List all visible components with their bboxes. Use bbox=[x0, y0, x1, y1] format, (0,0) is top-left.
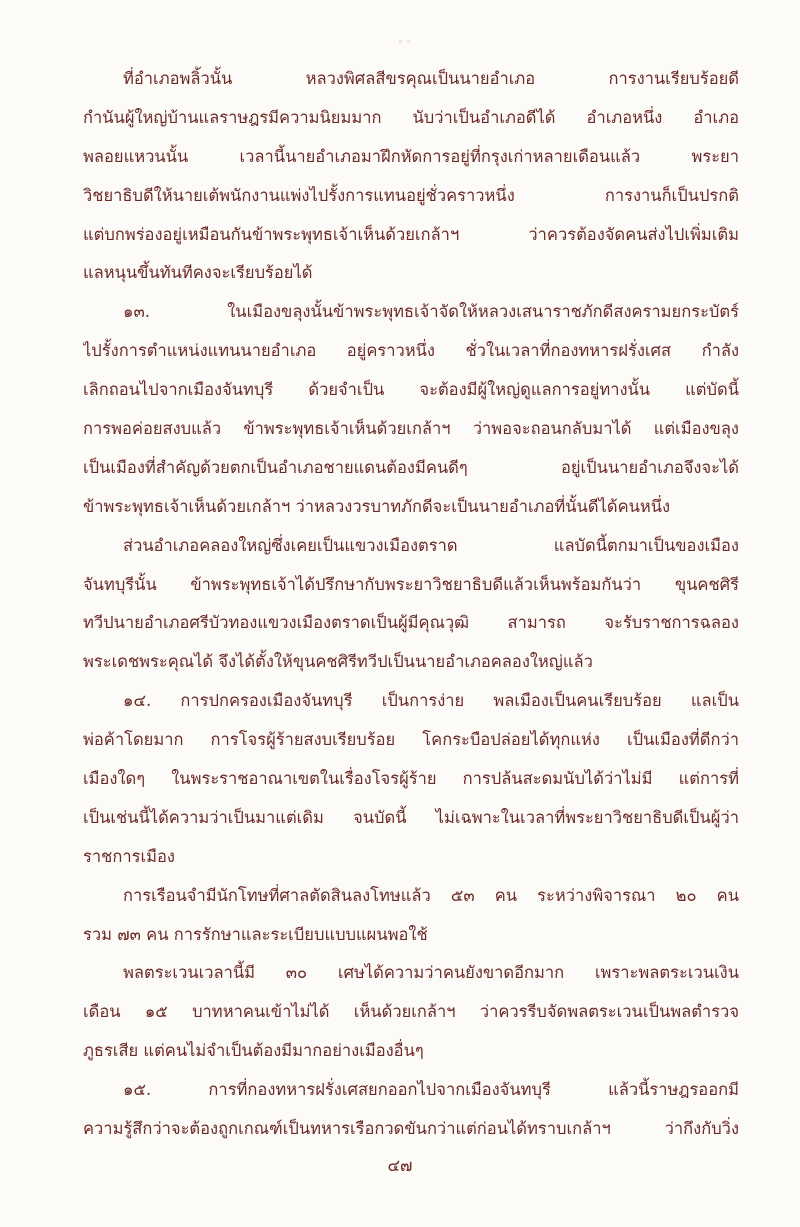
text-line: เป็นเช่นนี้ได้ความว่าเป็นมาแต่เดิม จนบัดนี้ ไม่เฉพาะในเวลาที่พระยาวิชยาธิบดีเป็นผู้ว่า bbox=[83, 807, 739, 827]
body-text bbox=[83, 60, 739, 1149]
text-line: ทวีปนายอำเภอศรีบัวทองแขวงเมืองตราดเป็นผู้มีคุณวุฒิ สามารถ จะรับราชการฉลอง bbox=[83, 613, 739, 633]
text-line: แต่บกพร่องอยู่เหมือนกันข้าพระพุทธเจ้าเห็นด้วยเกล้าฯ ว่าควรต้องจัดคนส่งไปเพิ่มเติม bbox=[83, 224, 739, 244]
text-line: วิชยาธิบดีให้นายเต้พนักงานแพ่งไปรั้งการแทนอยู่ชั่วคราวหนึ่ง การงานก็เป็นปรกติ bbox=[83, 185, 739, 205]
text-line: พระเดชพระคุณได้ จึงได้ตั้งให้ขุนคชศิรีทวีปเป็นนายอำเภอคลองใหญ่แล้ว bbox=[83, 652, 593, 672]
text-line: พลตระเวนเวลานี้มี ๓๐ เศษได้ความว่าคนยังขาดอีกมาก เพราะพลตระเวนเงิน bbox=[123, 963, 739, 983]
text-line: เลิกถอนไปจากเมืองจันทบุรี ด้วยจำเป็น จะต้องมีผู้ใหญ่ดูแลการอยู่ทางนั้น แต่บัดนี้ bbox=[83, 380, 739, 400]
text-line: รวม ๗๓ คน การรักษาและระเบียบแบบแผนพอใช้ bbox=[83, 924, 428, 944]
text-line: ๑๔. การปกครองเมืองจันทบุรี เป็นการง่าย พลเมืองเป็นคนเรียบร้อย แลเป็น bbox=[123, 691, 739, 711]
text-line: พลอยแหวนนั้น เวลานี้นายอำเภอมาฝึกหัดการอยู่ที่กรุงเก่าหลายเดือนแล้ว พระยา bbox=[83, 146, 739, 166]
text-line: ๑๓. ในเมืองขลุงนั้นข้าพระพุทธเจ้าจัดให้หลวงเสนาราชภักดีสงครามยกระบัตร์ bbox=[123, 302, 739, 322]
text-line: ความรู้สึกว่าจะต้องถูกเกณฑ์เป็นทหารเรือกวดขันกว่าแต่ก่อนได้ทราบเกล้าฯ ว่ากึงกับวิ่ง bbox=[83, 1119, 739, 1139]
text-line: ราชการเมือง bbox=[83, 846, 175, 866]
text-line: ข้าพระพุทธเจ้าเห็นด้วยเกล้าฯ ว่าหลวงวรบาทภักดีจะเป็นนายอำเภอที่นั้นดีได้คนหนึ่ง bbox=[83, 496, 671, 516]
text-line: แลหนุนขึ้นทันทีคงจะเรียบร้อยได้ bbox=[83, 263, 313, 283]
text-line: จันทบุรีนั้น ข้าพระพุทธเจ้าได้ปรึกษากับพระยาวิชยาธิบดีแล้วเห็นพร้อมกันว่า ขุนคชศิรี bbox=[83, 574, 739, 594]
text-line: เมืองใดๆ ในพระราชอาณาเขตในเรื่องโจรผู้ร้าย การปล้นสะดมนับได้ว่าไม่มี แต่การที่ bbox=[83, 769, 739, 789]
text-line: เป็นเมืองที่สำคัญด้วยตกเป็นอำเภอชายแดนต้องมีคนดีๆ อยู่เป็นนายอำเภอจึงจะได้ bbox=[83, 457, 739, 477]
text-line: พ่อค้าโดยมาก การโจรผู้ร้ายสงบเรียบร้อย โคกระบือปล่อยได้ทุกแห่ง เป็นเมืองที่ดีกว่า bbox=[83, 730, 739, 750]
text-line: การพอค่อยสงบแล้ว ข้าพระพุทธเจ้าเห็นด้วยเกล้าฯ ว่าพอจะถอนกลับมาได้ แต่เมืองขลุง bbox=[83, 419, 739, 439]
text-line: ๑๕. การที่กองทหารฝรั่งเศสยกออกไปจากเมืองจันทบุรี แล้วนี้ราษฎรออกมี bbox=[123, 1080, 739, 1100]
text-line: ภูธรเสีย แต่คนไม่จำเป็นต้องมีมากอย่างเมืองอื่นๆ bbox=[83, 1041, 424, 1061]
text-line: การเรือนจำมีนักโทษที่ศาลตัดสินลงโทษแล้ว ๕๓ คน ระหว่างพิจารณา ๒๐ คน bbox=[123, 885, 739, 905]
scan-artifact-mark: ◦ ◦ bbox=[398, 38, 412, 48]
text-line: ไปรั้งการตำแหน่งแทนนายอำเภอ อยู่คราวหนึ่ง ชั่วในเวลาที่กองทหารฝรั่งเศส กำลัง bbox=[83, 341, 739, 361]
text-line: เดือน ๑๕ บาทหาคนเข้าไม่ได้ เห็นด้วยเกล้าฯ ว่าควรรีบจัดพลตระเวนเป็นพลตำรวจ bbox=[83, 1002, 739, 1022]
text-line: กำนันผู้ใหญ่บ้านแลราษฎรมีความนิยมมาก นับว่าเป็นอำเภอดีได้ อำเภอหนึ่ง อำเภอ bbox=[83, 107, 739, 127]
page-number: ๔๗ bbox=[387, 1156, 413, 1175]
text-line: ที่อำเภอพลิ้วนั้น หลวงพิศลสีขรคุณเป็นนายอำเภอ การงานเรียบร้อยดี bbox=[123, 69, 739, 88]
text-line: ส่วนอำเภอคลองใหญ่ซึ่งเคยเป็นแขวงเมืองตราด แลบัดนี้ตกมาเป็นของเมือง bbox=[123, 535, 739, 555]
